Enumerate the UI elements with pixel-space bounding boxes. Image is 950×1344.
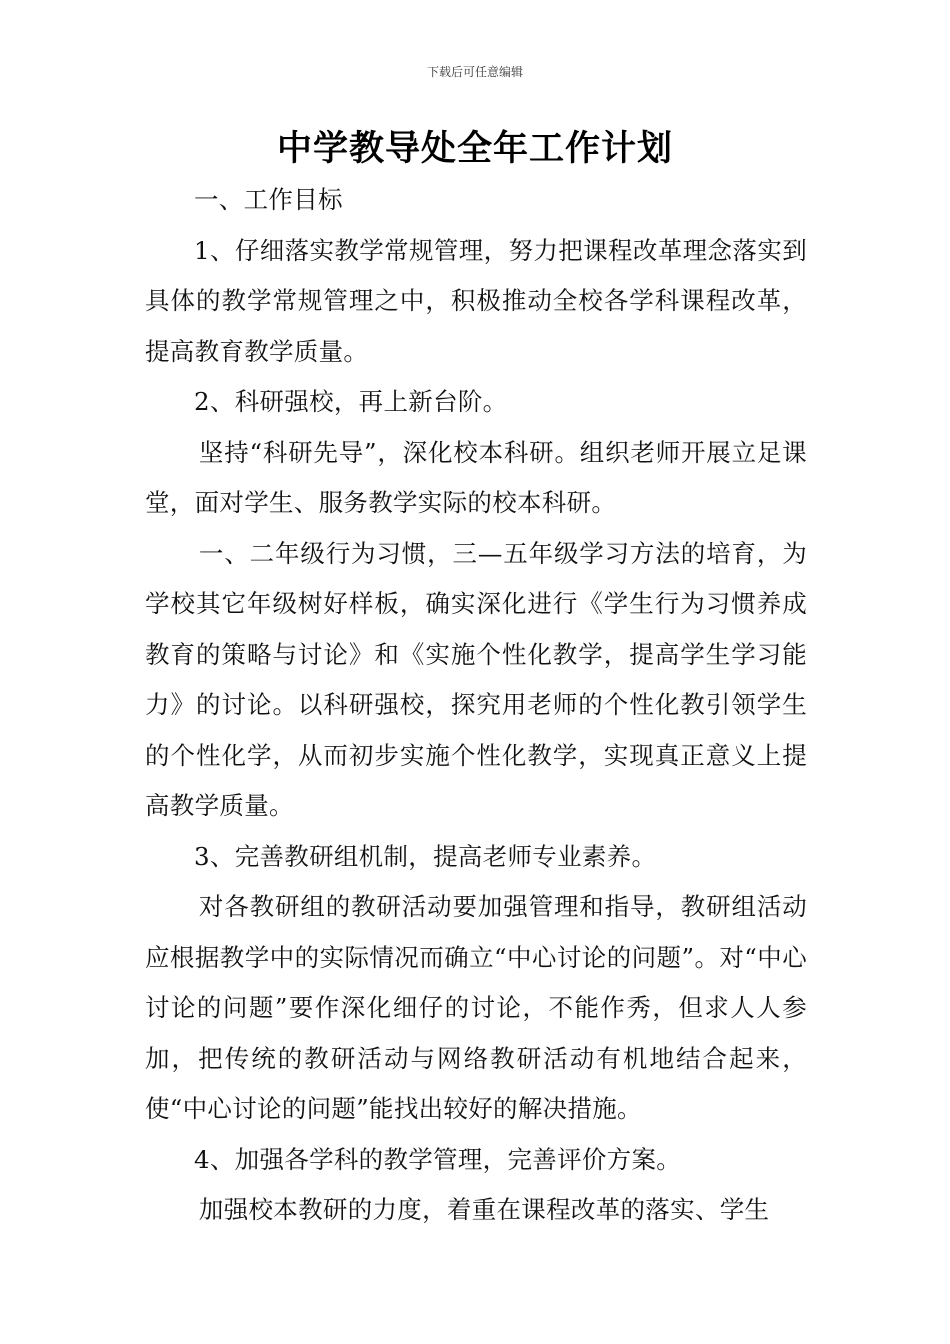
- paragraph-item-1: 1、仔细落实教学常规管理，努力把课程改革理念落实到具体的教学常规管理之中，积极推动全校各学科课程改革，提高教育教学质量。: [145, 235, 807, 366]
- paragraph-item-4: 4、加强各学科的教学管理，完善评价方案。: [194, 1144, 682, 1174]
- paragraph-school-research: 加强校本教研的力度，着重在课程改革的落实、学生: [198, 1195, 770, 1224]
- paragraph-grade-habits: 一、二年级行为习惯，三—五年级学习方法的培育，为学校其它年级树好样板，确实深化进行《学生行为习惯养成教育的策略与讨论》和《实施个性化教学，提高学生学习能力》的讨论。以科研强校，探究用老师的个性化教引领学生的个性化学，从而初步实施个性化教学，实现真正意义上提高教学质量。: [145, 538, 807, 820]
- paragraph-item-2: 2、科研强校，再上新台阶。: [194, 387, 508, 416]
- section-heading-goals: 一、工作目标: [194, 185, 343, 214]
- paragraph-teaching-groups: 对各教研组的教研活动要加强管理和指导，教研组活动应根据教学中的实际情况而确立“中心讨论的问题”。对“中心讨论的问题”要作深化细仔的讨论，不能作秀，但求人人参加，把传统的教研活动与网络教研活动有机地结合起来，使“中心讨论的问题”能找出较好的解决措施。: [145, 892, 807, 1123]
- document-body: [145, 175, 807, 1236]
- document-title: 中学教导处全年工作计划: [276, 129, 673, 169]
- paragraph-item-3: 3、完善教研组机制，提高老师专业素养。: [194, 841, 657, 871]
- paragraph-research: 坚持“科研先导”，深化校本科研。组织老师开展立足课堂，面对学生、服务教学实际的校本科研。: [145, 437, 807, 517]
- header-note: 下载后可任意编辑: [426, 65, 523, 79]
